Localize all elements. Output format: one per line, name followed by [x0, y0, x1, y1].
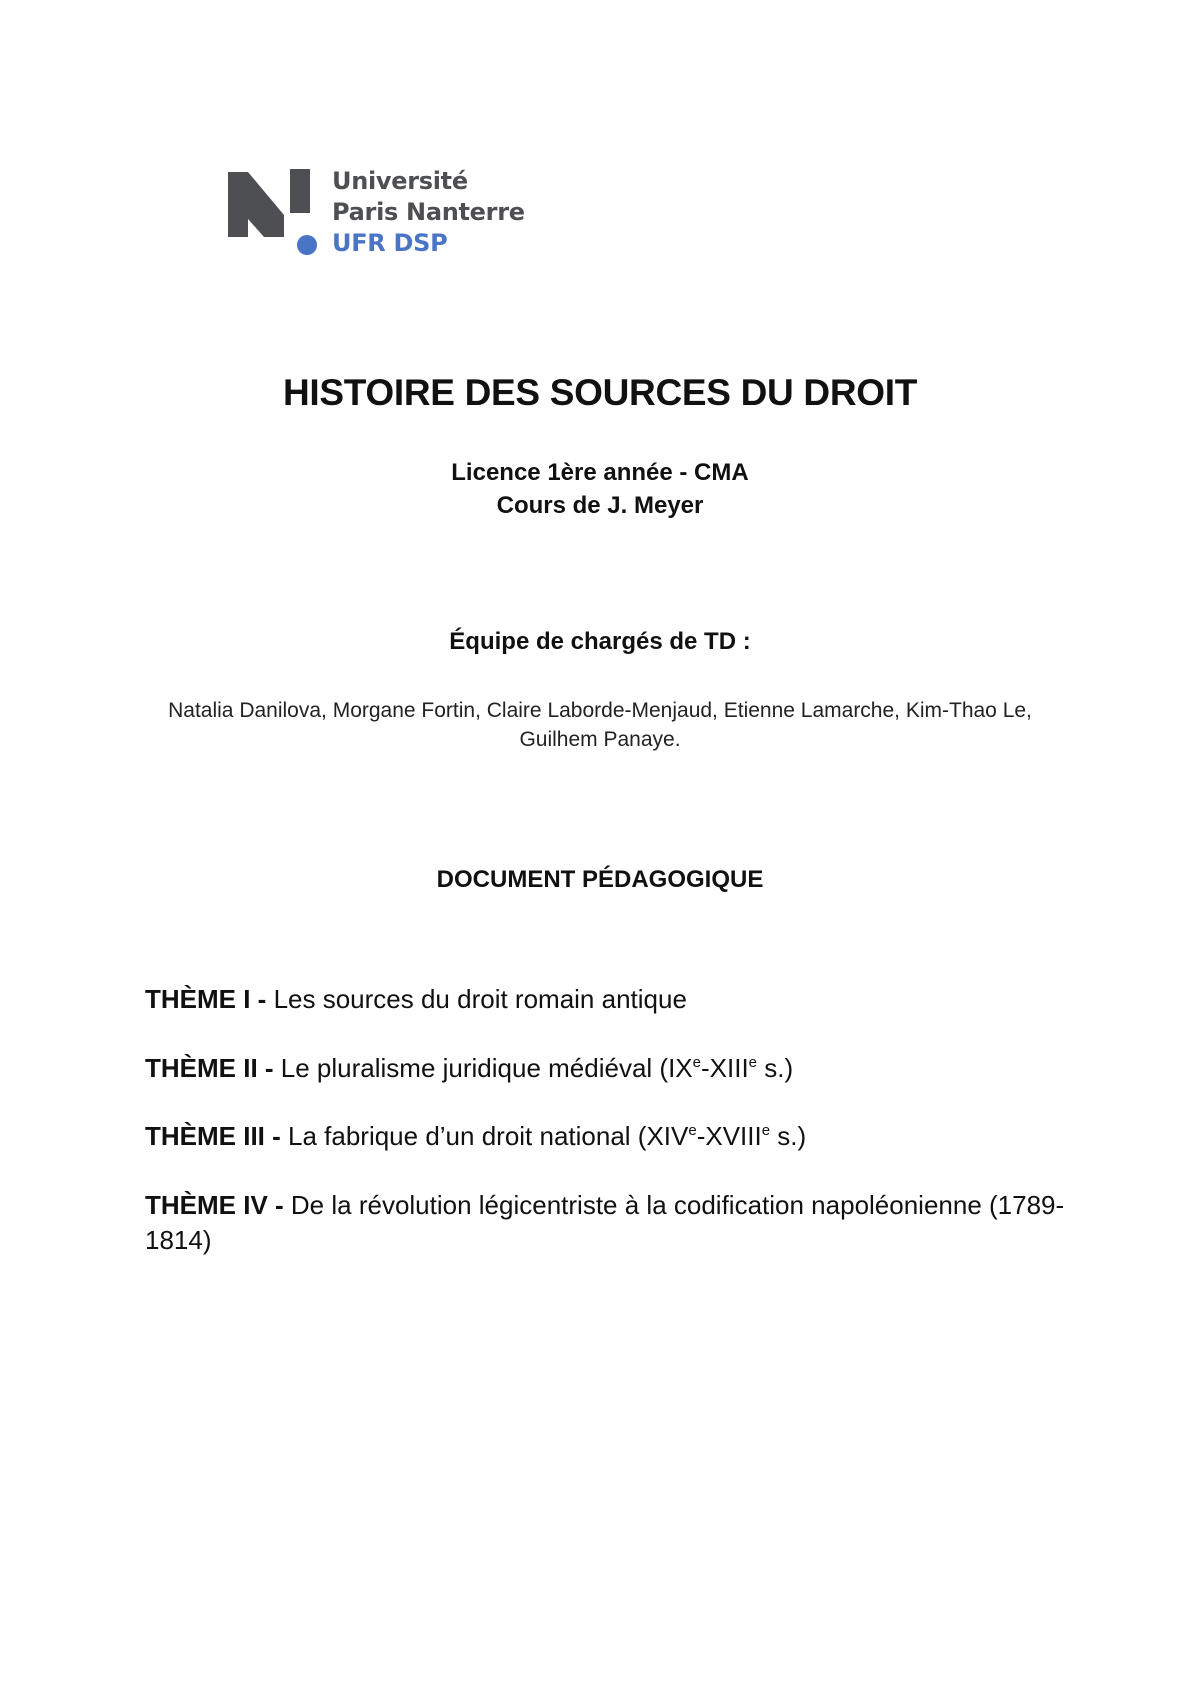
superscript: e	[761, 1122, 771, 1139]
logo-mark-icon	[228, 169, 316, 239]
team-members: Natalia Danilova, Morgane Fortin, Claire Laborde-Menjaud, Etienne Lamarche, Kim-Thao Le, Guilhem Panaye.	[168, 699, 1032, 751]
course-level: Licence 1ère année - CMA	[451, 459, 749, 486]
theme-text: s.)	[770, 1121, 807, 1151]
theme-item-1	[145, 982, 687, 1017]
document-title: HISTOIRE DES SOURCES DU DROIT	[282, 372, 918, 413]
logo-university: Université	[332, 167, 468, 195]
theme-text: De la révolution légicentriste à la codification napoléonienne (1789-1814)	[145, 1190, 1065, 1255]
document-label: DOCUMENT PÉDAGOGIQUE	[436, 866, 764, 893]
theme-text: Les sources du droit romain antique	[273, 984, 687, 1014]
university-logo	[228, 166, 558, 266]
superscript: e	[748, 1054, 758, 1071]
logo-ufr-dsp: UFR DSP	[332, 229, 448, 257]
logo-text	[332, 166, 525, 259]
theme-label: THÈME III -	[145, 1121, 288, 1151]
team-heading: Équipe de chargés de TD :	[449, 628, 751, 655]
theme-item-4	[145, 1188, 1075, 1258]
theme-text: -XIII	[701, 1053, 749, 1083]
theme-item-2	[145, 1051, 793, 1086]
logo-dot-icon	[297, 235, 317, 255]
theme-item-3	[145, 1119, 806, 1154]
theme-text: La fabrique d’un droit national (XIV	[288, 1121, 689, 1151]
theme-text: s.)	[757, 1053, 794, 1083]
theme-label: THÈME II -	[145, 1053, 281, 1083]
theme-text: -XVIII	[696, 1121, 762, 1151]
superscript: e	[692, 1054, 701, 1071]
logo-paris-nanterre: Paris Nanterre	[332, 198, 525, 226]
theme-label: THÈME I -	[145, 984, 274, 1014]
course-teacher: Cours de J. Meyer	[496, 492, 704, 519]
theme-label: THÈME IV -	[145, 1190, 291, 1220]
theme-text: Le pluralisme juridique médiéval (IX	[280, 1053, 693, 1083]
superscript: e	[688, 1122, 697, 1139]
